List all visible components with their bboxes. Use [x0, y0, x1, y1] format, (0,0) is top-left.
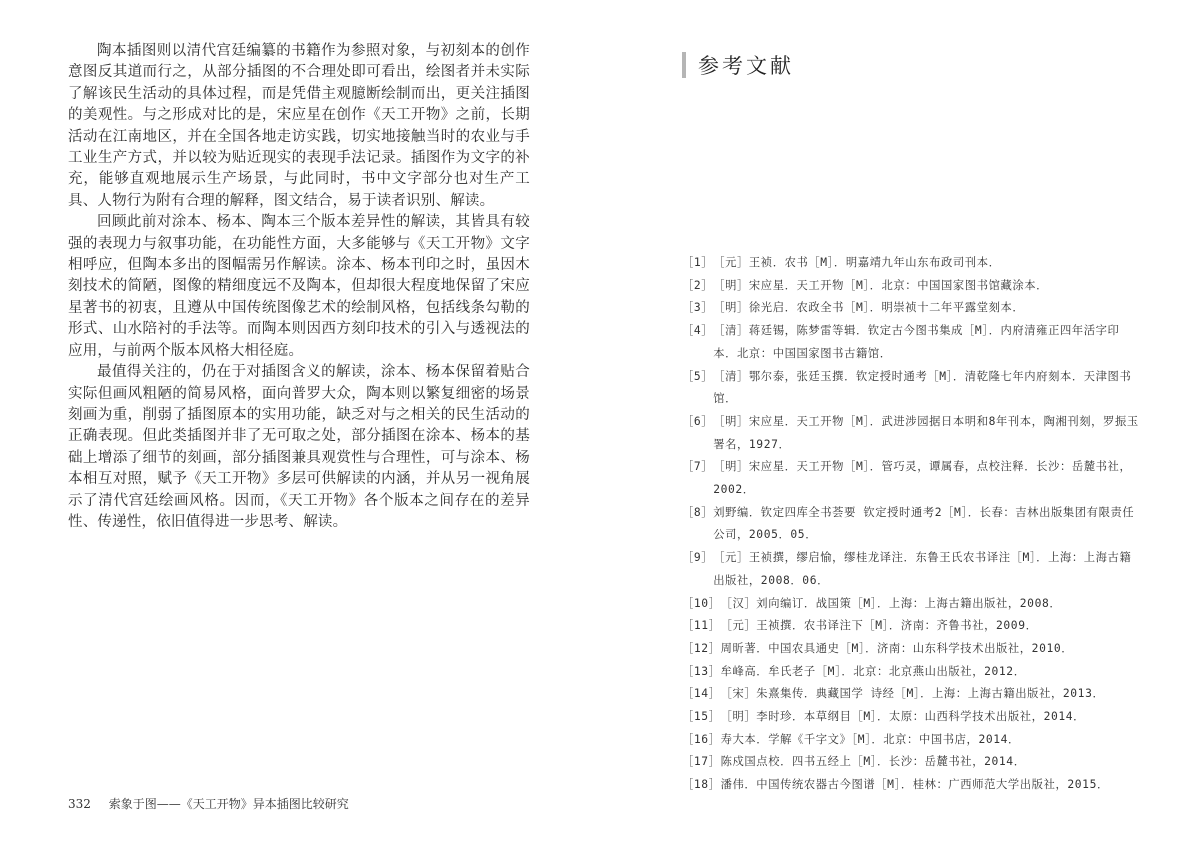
reference-list [682, 252, 1142, 797]
reference-text: ［元］王祯．农书［M］．明嘉靖九年山东布政司刊本． [713, 256, 1001, 269]
reference-text: ［元］王祯撰，缪启愉，缪桂龙译注．东鲁王氏农书译注［M］．上海：上海古籍出版社，2008．06． [713, 551, 1132, 587]
reference-number: ［11］ [682, 619, 721, 633]
reference-text: ［清］蒋廷锡，陈梦雷等辑．钦定古今图书集成［M］．内府清雍正四年活字印本．北京：中国国家图书古籍馆． [713, 324, 1120, 360]
reference-item [682, 456, 1142, 501]
reference-text: ［宋］朱熹集传．典藏国学 诗经［M］．上海：上海古籍出版社，2013． [720, 687, 1105, 701]
page-number: 332 [68, 797, 91, 811]
reference-item [682, 275, 1142, 298]
reference-number: ［16］ [682, 732, 721, 746]
reference-item [682, 661, 1142, 684]
reference-item [682, 729, 1142, 752]
reference-item [682, 751, 1142, 774]
right-page [600, 0, 1200, 847]
paragraph: 陶本插图则以清代宫廷编纂的书籍作为参照对象，与初刻本的创作意图反其道而行之，从部分插图的不合理处即可看出，绘图者并未实际了解该民生活动的具体过程，而是凭借主观臆断绘制而出，更关注插图的美观性。与之形成对比的是，宋应星在创作《天工开物》之前，长期活动在江南地区，并在全国各地走访实践，切实地接触当时的农业与手工业生产方式，并以较为贴近现实的表现手法记录。插图作为文字的补充，能够直观地展示生产场景，与此同时，书中文字部分也对生产工具、人物行为附有合理的解释，图文结合，易于读者识别、解读。 [68, 43, 530, 209]
reference-item [682, 706, 1142, 729]
reference-text: ［明］宋应星．天工开物［M］．北京：中国国家图书馆藏涂本． [713, 278, 1049, 292]
reference-item [682, 320, 1142, 365]
reference-text: 陈戍国点校．四书五经上［M］．长沙：岳麓书社，2014． [720, 755, 1026, 769]
section-heading [682, 50, 794, 80]
body-text [68, 41, 530, 533]
reference-number: ［3］ [682, 301, 714, 315]
reference-text: ［明］徐光启．农政全书［M］．明崇祯十二年平露堂刻本． [713, 301, 1025, 315]
reference-item [682, 547, 1142, 592]
reference-item [682, 252, 1142, 275]
reference-number: ［12］ [682, 641, 721, 655]
reference-number: ［18］ [682, 778, 721, 792]
reference-text: 潘伟．中国传统农器古今图谱［M］．桂林：广西师范大学出版社，2015． [720, 778, 1109, 792]
section-title: 参考文献 [698, 54, 794, 78]
reference-text: ［清］鄂尔泰，张廷玉撰．钦定授时通考［M］．清乾隆七年内府刻本．天津图书馆． [713, 369, 1132, 406]
reference-number: ［10］ [682, 596, 721, 610]
reference-number: ［13］ [682, 664, 721, 678]
reference-text: ［明］宋应星．天工开物［M］．管巧灵，谭属春，点校注释．长沙：岳麓书社，2002． [713, 460, 1132, 497]
heading-bar [682, 52, 686, 78]
reference-text: 周昕著．中国农具通史［M］．济南：山东科学技术出版社，2010． [720, 641, 1074, 655]
reference-number: ［2］ [682, 278, 714, 292]
page-footer [68, 795, 349, 812]
reference-item [682, 638, 1142, 661]
reference-text: ［明］李时珍．本草纲目［M］．太原：山西科学技术出版社，2014． [720, 710, 1086, 724]
reference-text: ［明］宋应星．天工开物［M］．武进涉园据日本明和8年刊本，陶湘刊刻，罗振玉署名，1927． [713, 414, 1139, 451]
reference-item [682, 366, 1142, 411]
reference-number: ［14］ [682, 687, 721, 701]
reference-item [682, 593, 1142, 616]
reference-item [682, 683, 1142, 706]
reference-number: ［15］ [682, 710, 721, 724]
reference-text: ［元］王祯撰．农书译注下［M］．济南：齐鲁书社，2009． [720, 619, 1038, 633]
reference-item [682, 297, 1142, 320]
reference-text: 牟峰高．牟氏老子［M］．北京：北京燕山出版社，2012． [720, 664, 1026, 678]
reference-item [682, 615, 1142, 638]
reference-text: 刘野编．钦定四库全书荟要 钦定授时通考2［M］．长春：吉林出版集团有限责任公司，2005．05． [713, 505, 1135, 542]
reference-number: ［9］ [682, 551, 714, 565]
reference-number: ［5］ [682, 369, 714, 383]
reference-number: ［4］ [682, 324, 714, 338]
reference-number: ［8］ [682, 505, 714, 519]
reference-item [682, 411, 1142, 456]
reference-number: ［6］ [682, 414, 714, 428]
reference-text: 寿大本．学解《千字文》［M］．北京：中国书店，2014． [720, 732, 1020, 746]
paragraph: 回顾此前对涂本、杨本、陶本三个版本差异性的解读，其皆具有较强的表现力与叙事功能，在功能性方面，大多能够与《天工开物》文字相呼应，但陶本多出的图幅需另作解读。涂本、杨本刊印之时，虽因木刻技术的简陋，图像的精细度远不及陶本，但却很大程度地保留了宋应星著书的初衷，且遵从中国传统图像艺术的绘制风格，包括线条勾勒的形式、山水陪衬的手法等。而陶本则因西方刻印技术的引入与透视法的应用，与前两个版本风格大相径庭。 [68, 214, 530, 359]
reference-number: ［7］ [682, 460, 714, 474]
reference-item [682, 502, 1142, 547]
reference-number: ［17］ [682, 755, 721, 769]
paragraph: 最值得关注的，仍在于对插图含义的解读，涂本、杨本保留着贴合实际但画风粗陋的简易风格，面向普罗大众，陶本则以繁复细密的场景刻画为重，削弱了插图原本的实用功能，缺乏对与之相关的民生活动的正确表现。但此类插图并非了无可取之处，部分插图在涂本、杨本的基础上增添了细节的刻画，部分插图兼具观赏性与合理性，可与涂本、杨本相互对照，赋予《天工开物》多层可供解读的内涵，并从另一视角展示了清代宫廷绘画风格。因而，《天工开物》各个版本之间存在的差异性、传递性，依旧值得进一步思考、解读。 [68, 364, 530, 530]
reference-number: ［1］ [682, 256, 714, 269]
reference-item [682, 774, 1142, 797]
running-title: 索象于图——《天工开物》异本插图比较研究 [108, 797, 349, 811]
reference-text: ［汉］刘向编订．战国策［M］．上海：上海古籍出版社，2008． [720, 596, 1062, 610]
